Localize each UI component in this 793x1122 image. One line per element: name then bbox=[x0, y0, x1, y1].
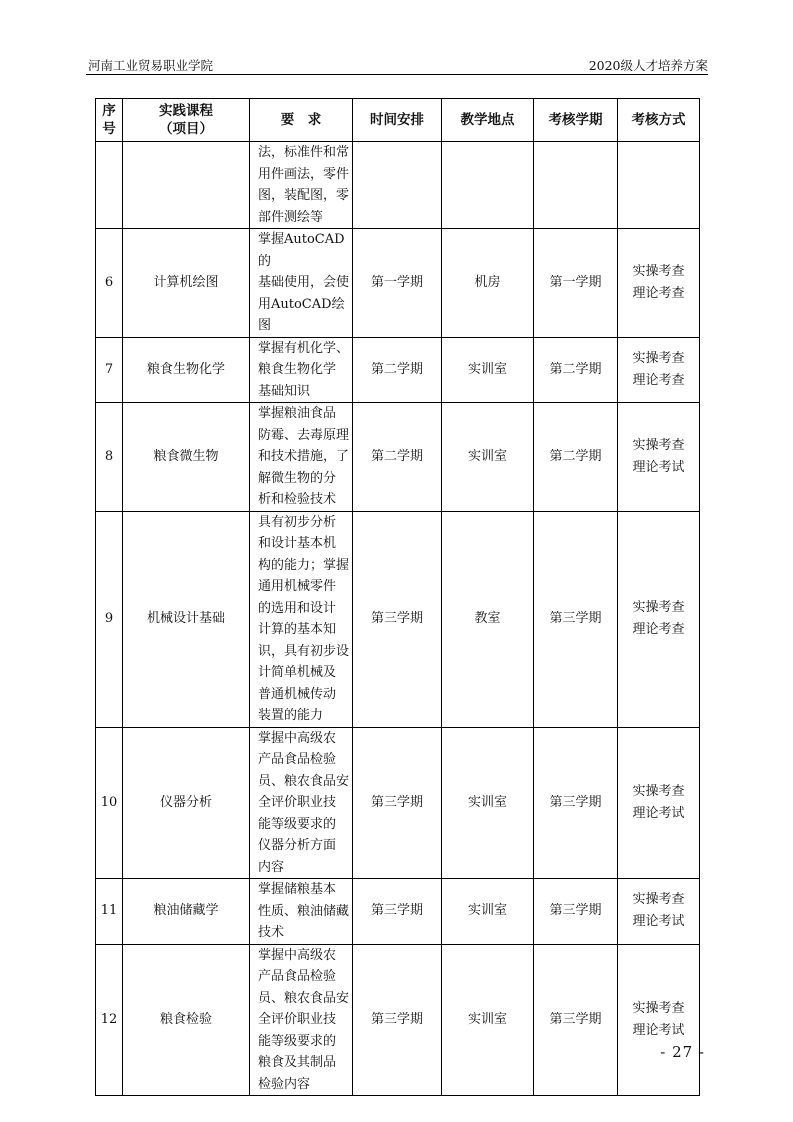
cell-requirement bbox=[250, 511, 353, 727]
requirement-line: 具有初步分析 bbox=[258, 514, 337, 530]
requirement-line: 能等级要求的 bbox=[258, 1033, 337, 1049]
requirement-line: 和技术措施，了 bbox=[258, 449, 350, 464]
cell-no bbox=[96, 142, 123, 229]
requirement-line: 防霉、去毒原理 bbox=[258, 427, 350, 443]
requirement-line: 部件测绘等 bbox=[258, 209, 324, 225]
cell-term: 第二学期 bbox=[534, 337, 618, 403]
cell-place: 实训室 bbox=[442, 879, 534, 945]
cell-requirement bbox=[250, 229, 353, 338]
cell-method bbox=[618, 944, 700, 1096]
cell-method bbox=[618, 142, 700, 229]
requirement-line: 用件画法，零件 bbox=[258, 166, 350, 182]
cell-method bbox=[618, 403, 700, 512]
cell-requirement bbox=[250, 142, 353, 229]
cell-course bbox=[123, 142, 250, 229]
cell-place: 实训室 bbox=[442, 727, 534, 879]
requirement-line: 装置的能力 bbox=[258, 708, 324, 723]
cell-place: 实训室 bbox=[442, 403, 534, 512]
requirement-line: 识，具有初步设 bbox=[258, 643, 350, 659]
cell-requirement bbox=[250, 879, 353, 945]
requirement-line: 和设计基本机 bbox=[258, 536, 337, 551]
cell-no: 10 bbox=[96, 727, 123, 879]
practice-course-table bbox=[95, 98, 700, 1096]
header-cell-term: 考核学期 bbox=[534, 99, 618, 142]
cell-term: 第二学期 bbox=[534, 403, 618, 512]
cell-method bbox=[618, 337, 700, 403]
cell-no: 6 bbox=[96, 229, 123, 338]
page-number: - 27 - bbox=[660, 1043, 705, 1061]
header-cell-no-line: 号 bbox=[102, 121, 116, 137]
method-line: 理论考试 bbox=[632, 805, 685, 821]
requirement-line: 掌握中高级农 bbox=[258, 947, 337, 963]
requirement-line: 产品食品检验 bbox=[258, 752, 337, 767]
header-rule bbox=[86, 74, 708, 75]
cell-term: 第三学期 bbox=[534, 944, 618, 1096]
requirement-line: 通用机械零件 bbox=[258, 579, 337, 594]
requirement-line: 掌握有机化学、 bbox=[258, 340, 350, 356]
cell-course: 粮食检验 bbox=[123, 944, 250, 1096]
requirement-line: 计简单机械及 bbox=[258, 665, 337, 680]
cell-time: 第三学期 bbox=[353, 511, 442, 727]
requirement-line: 粮食生物化学 bbox=[258, 362, 337, 377]
method-line: 实操考查 bbox=[632, 892, 685, 908]
requirement-line: 法，标准件和常 bbox=[258, 145, 350, 160]
requirement-line: 技术 bbox=[258, 925, 285, 940]
header-school-name: 河南工业贸易职业学院 bbox=[88, 58, 214, 73]
requirement-line: 解微生物的分 bbox=[258, 470, 337, 486]
method-line: 实操考查 bbox=[632, 783, 685, 799]
cell-no: 8 bbox=[96, 403, 123, 512]
header-cell-time: 时间安排 bbox=[353, 99, 442, 142]
cell-place: 机房 bbox=[442, 229, 534, 338]
table-header-row bbox=[96, 99, 700, 142]
requirement-line: 员、粮农食品安 bbox=[258, 990, 350, 1006]
header-plan-title: 2020级人才培养方案 bbox=[588, 58, 708, 73]
header-cell-course bbox=[123, 99, 250, 142]
table-row bbox=[96, 879, 700, 945]
table-row bbox=[96, 511, 700, 727]
cell-time: 第三学期 bbox=[353, 944, 442, 1096]
requirement-line: 析和检验技术 bbox=[258, 492, 337, 507]
cell-time: 第三学期 bbox=[353, 879, 442, 945]
requirement-line: 掌握中高级农 bbox=[258, 730, 337, 746]
requirement-line: 用AutoCAD绘图 bbox=[258, 296, 345, 333]
requirement-line: 普通机械传动 bbox=[258, 686, 337, 702]
cell-term: 第三学期 bbox=[534, 727, 618, 879]
requirement-line: 全评价职业技 bbox=[258, 1012, 337, 1027]
method-line: 实操考查 bbox=[632, 600, 685, 615]
cell-time: 第一学期 bbox=[353, 229, 442, 338]
method-line: 理论考试 bbox=[632, 914, 685, 930]
requirement-line: 构的能力；掌握 bbox=[258, 557, 350, 573]
cell-course: 机械设计基础 bbox=[123, 511, 250, 727]
cell-course: 计算机绘图 bbox=[123, 229, 250, 338]
cell-requirement bbox=[250, 337, 353, 403]
cell-course: 粮食微生物 bbox=[123, 403, 250, 512]
method-line: 理论考查 bbox=[632, 285, 685, 301]
table-row bbox=[96, 944, 700, 1096]
cell-time bbox=[353, 142, 442, 229]
requirement-line: 粮食及其制品 bbox=[258, 1055, 337, 1070]
requirement-line: 计算的基本知 bbox=[258, 622, 337, 637]
method-line: 实操考查 bbox=[632, 1000, 685, 1016]
cell-place bbox=[442, 142, 534, 229]
requirement-line: 的选用和设计 bbox=[258, 600, 337, 616]
cell-term bbox=[534, 142, 618, 229]
requirement-line: 全评价职业技 bbox=[258, 795, 337, 810]
cell-requirement bbox=[250, 727, 353, 879]
method-line: 理论考试 bbox=[632, 1022, 685, 1038]
table-row bbox=[96, 142, 700, 229]
requirement-line: 掌握AutoCAD的 bbox=[258, 232, 345, 269]
requirement-line: 基础知识 bbox=[258, 383, 311, 399]
cell-no: 7 bbox=[96, 337, 123, 403]
table-row bbox=[96, 337, 700, 403]
method-line: 实操考查 bbox=[632, 263, 685, 279]
table-row bbox=[96, 229, 700, 338]
cell-course: 粮油储藏学 bbox=[123, 879, 250, 945]
table-row bbox=[96, 727, 700, 879]
header-cell-place: 教学地点 bbox=[442, 99, 534, 142]
cell-no: 11 bbox=[96, 879, 123, 945]
requirement-line: 产品食品检验 bbox=[258, 969, 337, 984]
header-cell-no bbox=[96, 99, 123, 142]
method-line: 理论考查 bbox=[632, 622, 685, 637]
requirement-line: 掌握储粮基本 bbox=[258, 882, 337, 897]
cell-time: 第三学期 bbox=[353, 727, 442, 879]
cell-method bbox=[618, 727, 700, 879]
cell-term: 第一学期 bbox=[534, 229, 618, 338]
header-cell-no-line: 序 bbox=[102, 103, 116, 119]
cell-requirement bbox=[250, 944, 353, 1096]
header-cell-requirement: 要 求 bbox=[250, 99, 353, 142]
cell-place: 实训室 bbox=[442, 944, 534, 1096]
cell-course: 仪器分析 bbox=[123, 727, 250, 879]
cell-method bbox=[618, 511, 700, 727]
requirement-line: 图，装配图，零 bbox=[258, 188, 350, 203]
cell-no: 9 bbox=[96, 511, 123, 727]
requirement-line: 仪器分析方面 bbox=[258, 838, 337, 853]
header-cell-course-line: （项目） bbox=[159, 121, 213, 137]
cell-time: 第二学期 bbox=[353, 403, 442, 512]
page-header bbox=[86, 56, 708, 76]
cell-place: 教室 bbox=[442, 511, 534, 727]
cell-no: 12 bbox=[96, 944, 123, 1096]
method-line: 实操考查 bbox=[632, 350, 685, 366]
method-line: 实操考查 bbox=[632, 437, 685, 453]
cell-place: 实训室 bbox=[442, 337, 534, 403]
requirement-line: 基础使用，会使 bbox=[258, 275, 350, 290]
cell-time: 第二学期 bbox=[353, 337, 442, 403]
requirement-line: 员、粮农食品安 bbox=[258, 773, 350, 789]
cell-method bbox=[618, 879, 700, 945]
cell-method bbox=[618, 229, 700, 338]
requirement-line: 性质、粮油储藏 bbox=[258, 903, 350, 919]
method-line: 理论考试 bbox=[632, 459, 685, 475]
table-row bbox=[96, 403, 700, 512]
requirement-line: 能等级要求的 bbox=[258, 816, 337, 832]
cell-term: 第三学期 bbox=[534, 879, 618, 945]
cell-term: 第三学期 bbox=[534, 511, 618, 727]
requirement-line: 内容 bbox=[258, 859, 285, 875]
cell-course: 粮食生物化学 bbox=[123, 337, 250, 403]
cell-requirement bbox=[250, 403, 353, 512]
header-cell-method: 考核方式 bbox=[618, 99, 700, 142]
requirement-line: 掌握粮油食品 bbox=[258, 406, 337, 421]
method-line: 理论考查 bbox=[632, 372, 685, 388]
requirement-line: 检验内容 bbox=[258, 1076, 311, 1092]
header-cell-course-line: 实践课程 bbox=[159, 103, 213, 119]
